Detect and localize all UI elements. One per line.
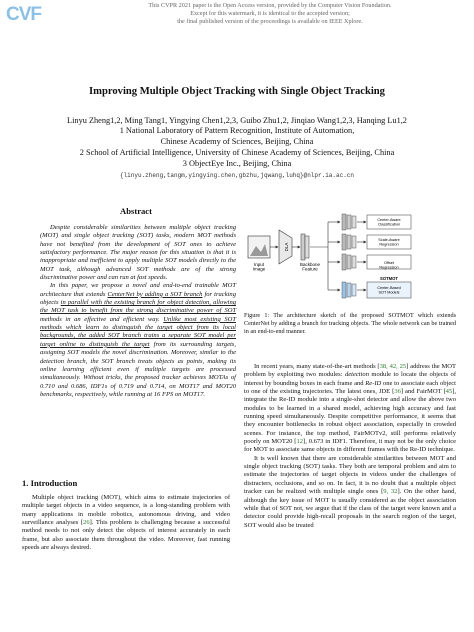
body-text: ], integrate the Re-ID module into a single-shot detector and allow the above two modules to be learned in a shared model, achieving high accuracy and fast running speed simultaneously. Despite competitive performance, it seems that they encounter bottlenecks in robust object association, especially in crowded scenes. For instance, the top method, FairMOTv2, still performs relatively poorly on MOT20 [ (244, 388, 457, 446)
right-column-body (244, 363, 456, 530)
architecture-figure (246, 212, 456, 308)
regression-label: Scale-Aware Regression (378, 238, 400, 247)
abstract-heading: Abstract (120, 206, 152, 216)
citation-link[interactable]: 12 (296, 438, 304, 446)
figure-caption: Figure 1: The architecture sketch of the proposed SOTMOT which extends CenterNet by adding a branch for tracking objects. The whole network can be trained in an end-to-end manner. (244, 312, 456, 335)
citation-link[interactable]: 45 (445, 388, 453, 396)
input-image-label: Input Image (252, 262, 266, 272)
backbone-feature-block (301, 234, 305, 260)
body-text: It is well known that there are considerable similarities between MOT and single object tracking (SOT) tasks. They both are temporal problem and aim to estimate the trajectories of target objects in videos under the challenges of distracters, occlusions, and so on. In fact, it is no doubt that a multiple object tracker can be realized with multiple single ones [ (244, 454, 456, 496)
intro-text: Multiple object tracking (MOT), which aims to estimate trajectories of multiple target objects in a video sequence, is a long-standing problem with many applications in mobile robotics, autonomous driving, and video surveillance analyses [ (22, 494, 230, 527)
intro-text: ]. This problem is challenging because a successful method needs to not only detect the objects of interest accurately in each frame, but also associate them throughout the video. Moreover, fast running speeds are always desired. (22, 519, 230, 552)
introduction-body (22, 494, 230, 552)
sot-head (342, 282, 356, 298)
body-text: ]. On the other hand, although the key issue of MOT is usually considered as the object association while that of SOT not, we argue that if the class of the target were known and a detector could provide high-recall proposals in the search region of the target, SOT would also be treated (244, 488, 456, 529)
paper-authors: Linyu Zheng1,2, Ming Tang1, Yingying Chen1,2,3, Guibo Zhu1,2, Jinqiao Wang1,2,3, Hanqing Lu1,2 (67, 116, 407, 125)
body-text: ] and FairMOT [ (400, 388, 446, 396)
sotmot-label: SOTMOT (380, 276, 398, 281)
abstract-underlined-text: Unlike most existing SOT methods which learn to distinguish the target object from its local backgrounds, the added SOT branch trains a separate SOT model per target online to distinguish the target (40, 315, 236, 348)
abstract-text: from its surrounding targets, assigning SOT models the novel discrimination. Moreover, similar to the detection branch, the SOT branch treats objects as points, making its online learning efficient even if multiple targets are processed simultaneously. Without tricks, the proposed tracker achieves MOTAs of 0.710 and 0.686, IDF1s of 0.719 and 0.714, on MOT17 and MOT20 benchmarks, respectively, while running at 16 FPS on MOT17. (40, 340, 236, 398)
body-text: module to locate the objects of interest by bounding boxes in each frame and (244, 371, 456, 387)
abstract-body (40, 224, 236, 399)
abstract-underlined-text: in parallel with the existing branch for object detection, allowing the MOT task to benefit from the strong discriminative power of SOT (40, 299, 236, 315)
open-access-notice-line-2: Except for this watermark, it is identical to the accepted version; (190, 10, 350, 17)
citation-link[interactable]: 36 (394, 388, 401, 396)
backbone-feature-label: Backbone Feature (299, 262, 321, 272)
offset-head (342, 254, 356, 270)
classification-label: Center-Aware Classification (377, 218, 401, 227)
offset-label: Offset Regression (379, 261, 399, 270)
affiliation-line-4: 3 ObjectEye Inc., Beijing, China (182, 159, 292, 168)
body-text: ], 0.673 in IDF1. Therefore, it may not be the only choice for MOT to associate same objects in different frames with the Re-ID technique. (244, 438, 457, 454)
affiliation-line-3: 2 School of Artificial Intelligence, University of Chinese Academy of Sciences, Beijing, China (79, 148, 395, 157)
citation-link[interactable]: 38, 42, 25 (379, 363, 407, 370)
open-access-notice-line-3: the final published version of the proceedings is available on IEEE Xplore. (177, 18, 363, 25)
body-italic-text: detection (344, 371, 369, 379)
classification-head (342, 214, 356, 230)
introduction-heading: 1. Introduction (22, 478, 78, 488)
right-paragraph-1 (244, 363, 456, 455)
affiliation-line-1: 1 National Laboratory of Pattern Recognition, Institute of Automation, (119, 126, 355, 135)
abstract-paragraph-2 (40, 282, 236, 399)
regression-head (342, 234, 356, 250)
body-text: In recent years, many state-of-the-art methods [ (254, 363, 380, 370)
citation-link[interactable]: 26 (83, 519, 90, 527)
body-text: ] address the MOT problem by exploiting two modules: (244, 363, 457, 379)
abstract-text: for tracking objects (40, 290, 236, 307)
open-access-notice-line-1: This CVPR 2021 paper is the Open Access version, provided by the Computer Vision Foundation. (148, 2, 392, 9)
sot-models-label: Center-Based SOT Models (377, 286, 401, 295)
abstract-text: methods in an effective and efficient way. (40, 315, 164, 323)
body-italic-text: Re-ID (365, 379, 382, 387)
author-emails: {linyu.zheng,tangm,yingying.chen,gbzhu,jqwang,luhq}@nlpr.ia.ac.cn (119, 172, 355, 179)
paper-title: Improving Multiple Object Tracking with Single Object Tracking (89, 86, 385, 97)
cvf-logo: CVF (6, 4, 41, 25)
citation-link[interactable]: 9, 32 (383, 488, 398, 496)
right-paragraph-2 (244, 455, 456, 530)
introduction-paragraph-1 (22, 494, 230, 552)
body-text: one to associate each object to one of the existing trajectories. The latest ones, JDE [ (244, 379, 456, 396)
abstract-paragraph-1: Despite considerable similarities between multiple object tracking (MOT) and single object tracking (SOT) tasks, modern MOT methods have not benefited from the development of SOT ones to achieve satisfactory performance. The major reason for this situation is that it is inappropriate and inefficient to apply multiple SOT models directly to the MOT task, although advanced SOT methods are of the strong discriminative power and can run at fast speeds. (40, 224, 236, 282)
abstract-underlined-text: CenterNet by adding a SOT branch (107, 290, 203, 298)
abstract-text: In this paper, we propose a novel and end-to-end trainable MOT architecture that extends (40, 282, 236, 298)
affiliation-line-2: Chinese Academy of Sciences, Beijing, China (160, 137, 314, 146)
dla-label: DLA (284, 242, 289, 252)
